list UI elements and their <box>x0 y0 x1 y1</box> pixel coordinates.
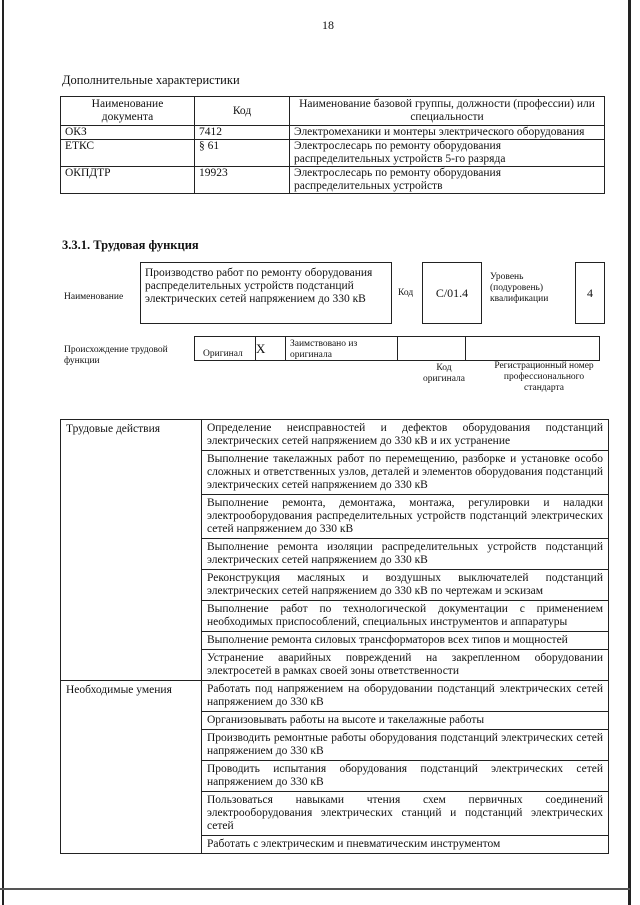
skill-item: Производить ремонтные работы оборудования подстанций электрических сетей напряжением до 330 кВ <box>202 730 609 761</box>
header-code: Код <box>195 97 290 126</box>
skill-item: Организовывать работы на высоте и такелажные работы <box>202 712 609 730</box>
labor-action-item: Выполнение ремонта силовых трансформаторов всех типов и мощностей <box>202 632 609 650</box>
origin-code-caption: Код оригинала <box>423 363 465 384</box>
qualification-level-box: 4 <box>575 262 605 324</box>
header-group-name: Наименование базовой группы, должности (профессии) или специальности <box>290 97 605 126</box>
labor-action-item: Выполнение работ по технологической документации с применением необходимых приспособлений, специальных инструментов и аппаратуры <box>202 601 609 632</box>
scan-border-bottom <box>0 888 630 890</box>
skill-item: Работать с электрическим и пневматическим инструментом <box>202 836 609 854</box>
code-cell: 19923 <box>195 167 290 194</box>
original-mark: X <box>256 336 286 361</box>
doc-name-cell: ОКПДТР <box>61 167 195 194</box>
origin-row <box>194 336 600 361</box>
table-row <box>61 681 609 712</box>
doc-name-cell: ОКЗ <box>61 126 195 140</box>
registration-caption: Регистрационный номер профессионального стандарта <box>494 361 594 393</box>
section-heading: Дополнительные характеристики <box>62 73 240 87</box>
table-row <box>61 126 605 140</box>
scan-border-right <box>628 0 631 905</box>
header-document-name: Наименование документа <box>61 97 195 126</box>
labor-action-item: Реконструкция масляных и воздушных выключателей подстанций электрических сетей напряжением до 330 кВ по чертежам и эскизам <box>202 570 609 601</box>
labor-action-item: Выполнение ремонта изоляции распределительных устройств подстанций электрических сетей напряжением до 330 кВ <box>202 539 609 570</box>
classification-table <box>60 96 605 194</box>
labor-action-item: Определение неисправностей и дефектов оборудования подстанций электрических сетей напряжением до 330 кВ и их устранение <box>202 420 609 451</box>
registration-number-cell <box>466 336 600 361</box>
details-table <box>60 419 609 854</box>
group-name-cell: Электрослесарь по ремонту оборудования распределительных устройств <box>290 167 605 194</box>
original-cell: Оригинал <box>194 336 256 361</box>
level-label: Уровень (подуровень) квалификации <box>490 272 549 304</box>
origin-code-cell <box>398 336 466 361</box>
origin-label: Происхождение трудовой функции <box>64 345 168 366</box>
labor-actions-label: Трудовые действия <box>61 420 202 681</box>
labor-function-title: 3.3.1. Трудовая функция <box>62 238 199 252</box>
page-number: 18 <box>322 18 334 32</box>
name-label: Наименование <box>64 292 124 302</box>
function-name-box: Производство работ по ремонту оборудования распределительных устройств подстанций электрических сетей напряжением до 330 кВ <box>140 262 392 324</box>
classification-header-row <box>61 97 605 126</box>
labor-action-item: Устранение аварийных повреждений на закрепленном оборудовании электросетей в рамках своей зоны ответственности <box>202 650 609 681</box>
skill-item: Пользоваться навыками чтения схем первичных соединений электрооборудования электрических станций и подстанций электрических сетей <box>202 792 609 836</box>
labor-action-item: Выполнение ремонта, демонтажа, монтажа, регулировки и наладки электрооборудования распределительных устройств подстанций электрических сетей напряжением до 330 кВ <box>202 495 609 539</box>
skills-label: Необходимые умения <box>61 681 202 854</box>
code-cell: § 61 <box>195 140 290 167</box>
skill-item: Работать под напряжением на оборудовании подстанций электрических сетей напряжением до 330 кВ <box>202 681 609 712</box>
group-name-cell: Электромеханики и монтеры электрического оборудования <box>290 126 605 140</box>
labor-action-item: Выполнение такелажных работ по перемещению, разборке и установке особо сложных и ответственных узлов, деталей и элементов оборудования подстанций электрических сетей напряжением до 330 кВ <box>202 451 609 495</box>
table-row <box>61 420 609 451</box>
borrowed-cell: Заимствовано из оригинала <box>286 336 398 361</box>
doc-name-cell: ЕТКС <box>61 140 195 167</box>
table-row <box>61 167 605 194</box>
table-row <box>61 140 605 167</box>
scan-border-left <box>2 0 4 905</box>
skill-item: Проводить испытания оборудования подстанций электрических сетей напряжением до 330 кВ <box>202 761 609 792</box>
group-name-cell: Электрослесарь по ремонту оборудования распределительных устройств 5-го разряда <box>290 140 605 167</box>
code-label: Код <box>398 288 414 298</box>
function-code-box: С/01.4 <box>422 262 482 324</box>
code-cell: 7412 <box>195 126 290 140</box>
